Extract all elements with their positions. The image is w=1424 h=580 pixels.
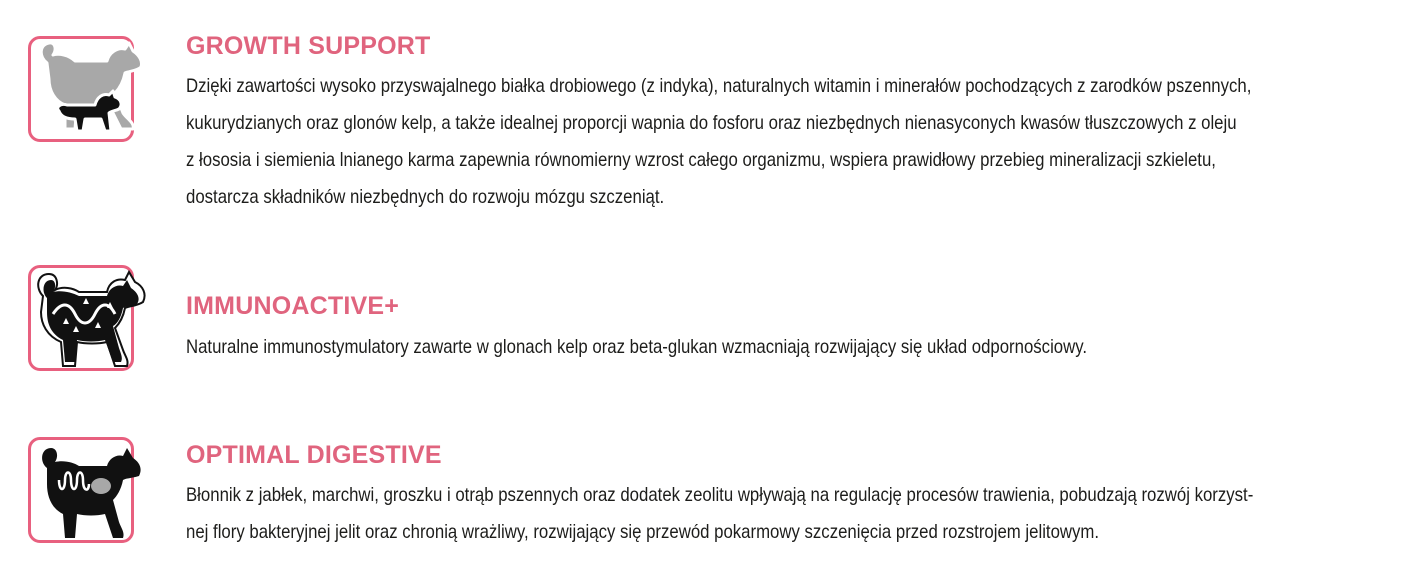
description-line: nej flory bakteryjnej jelit oraz chronią wrażliwy, rozwijający się przewód pokarmowy szczenięcia przed rozstrojem jelitowym. bbox=[186, 521, 1100, 543]
feature-title: GROWTH SUPPORT bbox=[186, 32, 431, 60]
dog-immune-illustration bbox=[25, 262, 147, 384]
description-line: z łososia i siemienia lnianego karma zapewnia równomierny wzrost całego organizmu, wspiera prawidłowy przebieg mineralizacji szkieletu, bbox=[186, 149, 1216, 171]
feature-description bbox=[186, 477, 1253, 551]
dog-puppy-illustration bbox=[25, 33, 147, 155]
adult-dog-with-puppy-icon bbox=[28, 36, 134, 142]
dog-digestive-system-icon bbox=[28, 437, 134, 543]
dog-immune-shield-icon bbox=[28, 265, 134, 371]
description-line: dostarcza składników niezbędnych do rozwoju mózgu szczeniąt. bbox=[186, 186, 665, 208]
description-line: Dzięki zawartości wysoko przyswajalnego białka drobiowego (z indyka), naturalnych witamin i minerałów pochodzących z zarodków pszennych, bbox=[186, 75, 1252, 97]
description-line: Naturalne immunostymulatory zawarte w glonach kelp oraz beta-glukan wzmacniają rozwijający się układ odpornościowy. bbox=[186, 336, 1088, 358]
description-line: Błonnik z jabłek, marchwi, groszku i otrąb pszennych oraz dodatek zeolitu wpływają na regulację procesów trawienia, pobudzają rozwój korzyst- bbox=[186, 484, 1254, 506]
feature-title: OPTIMAL DIGESTIVE bbox=[186, 441, 442, 469]
feature-title: IMMUNOACTIVE+ bbox=[186, 292, 400, 320]
dog-digestive-illustration bbox=[25, 434, 147, 556]
description-line: kukurydzianych oraz glonów kelp, a także idealnej proporcji wapnia do fosforu oraz niezbędnych nienasyconych kwasów tłuszczowych z oleju bbox=[186, 112, 1237, 134]
feature-description bbox=[186, 329, 1087, 366]
feature-description bbox=[186, 68, 1251, 216]
